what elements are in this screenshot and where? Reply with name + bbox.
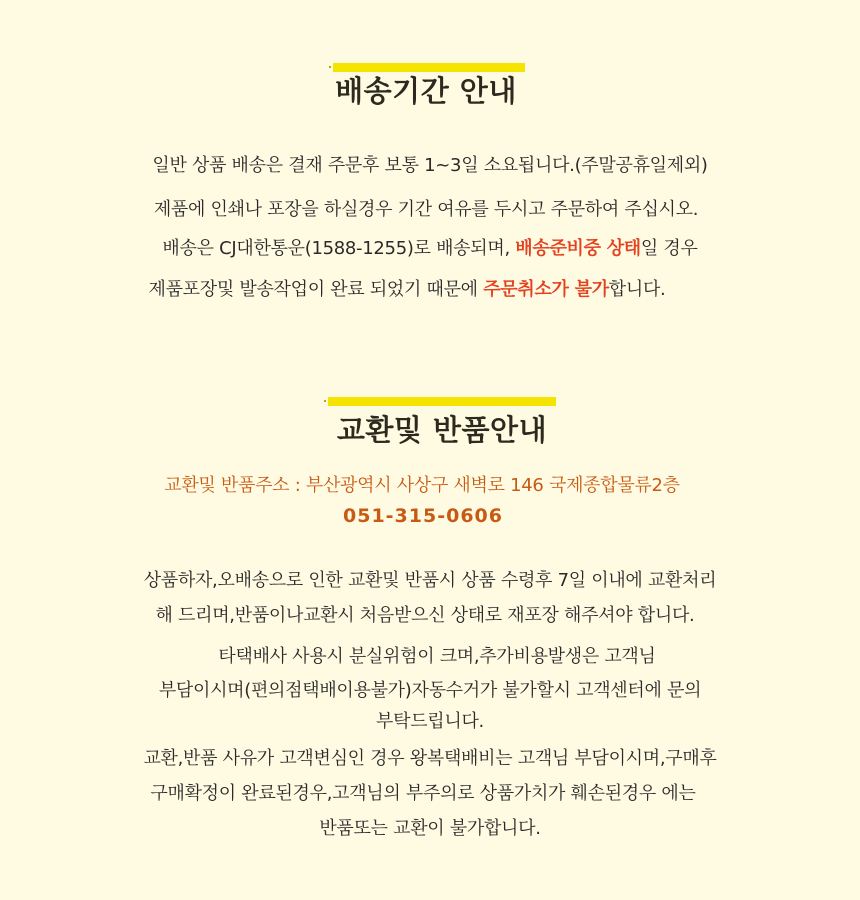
returns-line-1: 상품하자,오배송으로 인한 교환및 반품시 상품 수령후 7일 이내에 교환처리 bbox=[143, 570, 717, 591]
shipping-line-1: 일반 상품 배송은 결재 주문후 보통 1~3일 소요됩니다.(주말공휴일제외) bbox=[152, 155, 708, 176]
returns-title: 교환및 반품안내 bbox=[336, 413, 548, 447]
returns-line-4: 부담이시며(편의점택배이용불가)자동수거가 불가할시 고객센터에 문의 bbox=[158, 680, 702, 701]
returns-line-3: 타택배사 사용시 분실위험이 크며,추가비용발생은 고객님 bbox=[218, 646, 656, 667]
shipping-title: 배송기간 안내 bbox=[335, 74, 517, 108]
shipping-title-bar bbox=[333, 63, 525, 72]
returns-title-bar bbox=[328, 397, 556, 406]
shipping-line-4-text: 제품포장및 발송작업이 완료 되었기 때문에 bbox=[148, 279, 484, 300]
cancel-not-allowed-highlight: 주문취소가 불가 bbox=[483, 279, 609, 300]
returns-line-7: 구매확정이 완료된경우,고객님의 부주의로 상품가치가 훼손된경우 에는 bbox=[150, 783, 696, 804]
shipping-line-3-text: 배송은 CJ대한통운(1588-1255)로 배송되며, bbox=[162, 238, 516, 259]
shipping-line-3 bbox=[0, 240, 860, 258]
shipping-line-4 bbox=[0, 281, 837, 299]
returns-line-8: 반품또는 교환이 불가합니다. bbox=[319, 818, 541, 839]
returns-phone: 051-315-0606 bbox=[343, 505, 503, 527]
shipping-status-highlight: 배송준비중 상태 bbox=[515, 238, 641, 259]
shipping-line-4-tail: 합니다. bbox=[608, 279, 666, 300]
shipping-line-2: 제품에 인쇄나 포장을 하실경우 기간 여유를 두시고 주문하여 주십시오. bbox=[153, 199, 699, 220]
returns-line-2: 해 드리며,반품이나교환시 처음받으신 상태로 재포장 해주셔야 합니다. bbox=[155, 605, 695, 626]
returns-address: 교환및 반품주소 : 부산광역시 사상구 새벽로 146 국제종합물류2층 bbox=[164, 475, 680, 496]
returns-line-6: 교환,반품 사유가 고객변심인 경우 왕복택배비는 고객님 부담이시며,구매후 bbox=[143, 748, 717, 769]
shipping-line-3-tail: 일 경우 bbox=[640, 238, 698, 259]
returns-line-5: 부탁드립니다. bbox=[376, 711, 484, 732]
